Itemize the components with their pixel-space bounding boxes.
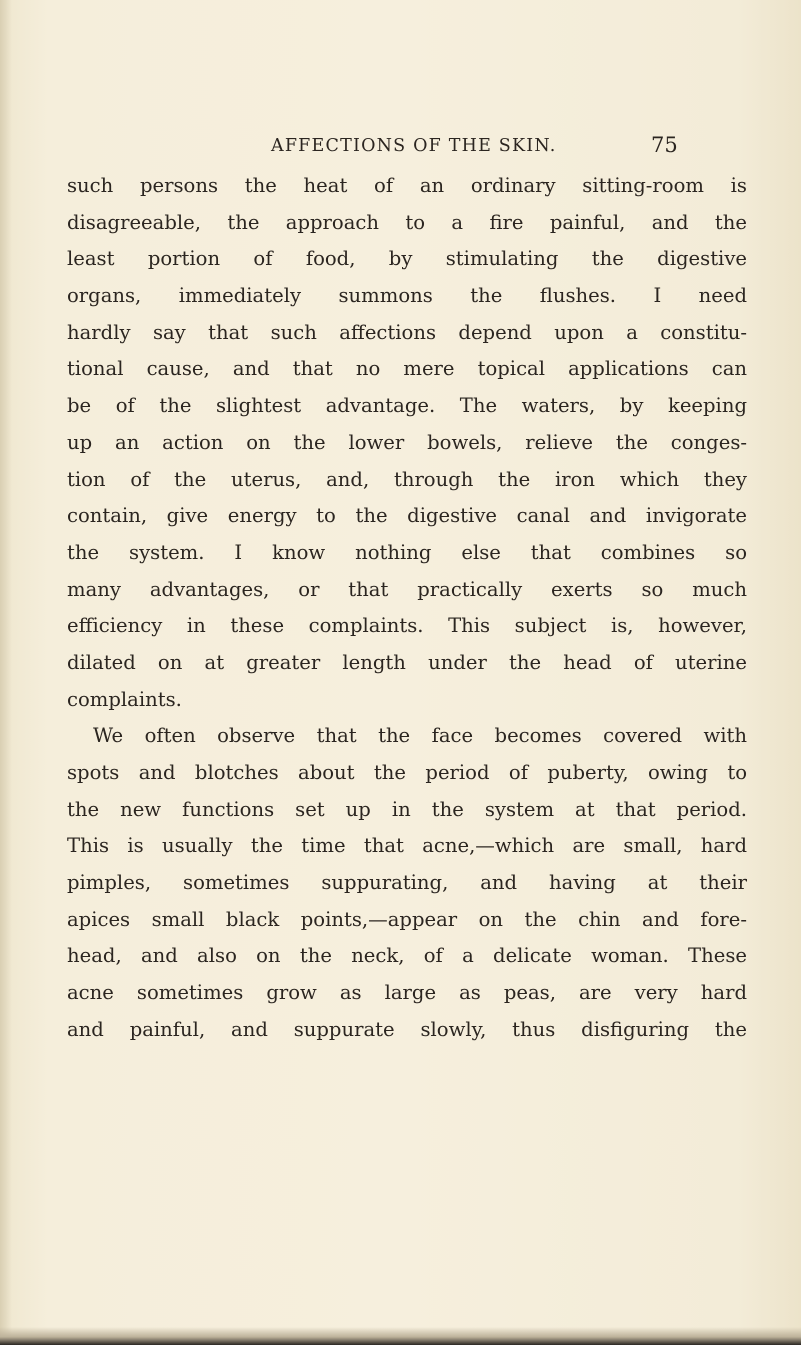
text-line: apices small black points,—appear on the chin and fore- <box>67 907 747 931</box>
text-line: such persons the heat of an ordinary sitting-room is <box>67 174 747 197</box>
page-gutter-shadow <box>0 0 12 1345</box>
text-line: organs, immediately summons the flushes. I need <box>67 284 747 308</box>
text-line: tional cause, and that no mere topical applications can <box>67 357 747 381</box>
text-line: least portion of food, by stimulating the digestive <box>67 247 747 271</box>
text-line: pimples, sometimes suppurating, and having at their <box>67 871 747 895</box>
text-line: be of the slightest advantage. The waters, by keeping <box>67 394 747 418</box>
page-header <box>0 133 801 164</box>
text-line: and painful, and suppurate slowly, thus disfiguring the <box>67 1017 747 1041</box>
text-line: efficiency in these complaints. This subject is, however, <box>67 614 747 638</box>
text-line: the system. I know nothing else that combines so <box>67 540 747 564</box>
paragraph-first-line: We often observe that the face becomes covered with <box>93 724 747 748</box>
text-line: This is usually the time that acne,—which are small, hard <box>67 834 747 858</box>
text-line: tion of the uterus, and, through the iron which they <box>67 467 747 491</box>
text-line: up an action on the lower bowels, relieve the conges- <box>67 430 747 454</box>
running-head: AFFECTIONS OF THE SKIN. <box>271 136 557 156</box>
text-line: dilated on at greater length under the head of uterine <box>67 650 747 674</box>
text-line: acne sometimes grow as large as peas, are very hard <box>67 981 747 1005</box>
page-bottom-edge <box>0 1327 801 1345</box>
text-line: complaints. <box>67 687 182 711</box>
text-line: head, and also on the neck, of a delicate woman. These <box>67 944 747 968</box>
text-line: hardly say that such affections depend upon a constitu- <box>67 320 747 344</box>
page-number: 75 <box>651 133 678 157</box>
text-line: contain, give energy to the digestive canal and invigorate <box>67 504 747 528</box>
text-line: the new functions set up in the system at that period. <box>67 797 747 821</box>
text-line: many advantages, or that practically exerts so much <box>67 577 747 601</box>
text-line: spots and blotches about the period of puberty, owing to <box>67 761 747 784</box>
text-line: disagreeable, the approach to a fire painful, and the <box>67 210 747 234</box>
body-text <box>67 168 747 1049</box>
